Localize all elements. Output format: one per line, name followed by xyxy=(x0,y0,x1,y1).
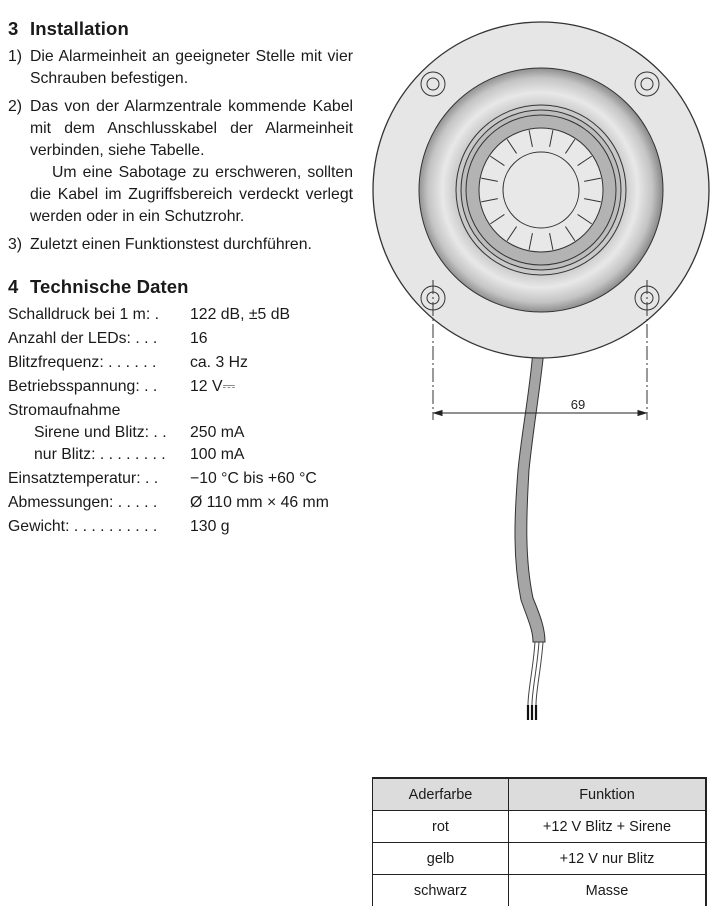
column-header: Funktion xyxy=(509,778,707,811)
wire-color: rot xyxy=(373,811,509,843)
spec-value: 122 dB, ±5 dB xyxy=(190,306,291,323)
step-number: 2) xyxy=(8,98,23,115)
spec-row xyxy=(8,304,353,326)
spec-key: Gewicht: . . . . . . . . . . xyxy=(8,518,158,535)
spec-value: ca. 3 Hz xyxy=(190,354,248,371)
spec-key: nur Blitz: . . . . . . . . xyxy=(34,446,166,463)
text-column xyxy=(8,16,353,540)
spec-key: Betriebsspannung: . . xyxy=(8,378,158,395)
wire-tips xyxy=(528,705,536,720)
spec-key: Anzahl der LEDs: . . . xyxy=(8,330,158,347)
spec-value: 12 V⎓ xyxy=(190,378,236,395)
wire-function: Masse xyxy=(509,875,707,907)
table-row xyxy=(373,875,707,907)
spec-row xyxy=(8,422,353,444)
spec-row xyxy=(8,376,353,398)
spec-row xyxy=(8,516,353,538)
spec-value: −10 °C bis +60 °C xyxy=(190,470,317,487)
step-number: 1) xyxy=(8,48,23,65)
wire-function: +12 V nur Blitz xyxy=(509,843,707,875)
section-number: 4 xyxy=(8,276,19,297)
section-4-heading xyxy=(8,274,353,300)
dimension-line xyxy=(434,411,646,416)
installation-step xyxy=(8,46,353,90)
spec-value: 100 mA xyxy=(190,446,245,463)
spec-row xyxy=(8,468,353,490)
table-row xyxy=(373,811,707,843)
spec-group-label xyxy=(8,400,353,422)
technical-data-section xyxy=(8,274,353,538)
spec-key: Schalldruck bei 1 m: . xyxy=(8,306,160,323)
step-text: Zuletzt einen Funktionstest durchführen. xyxy=(30,236,312,253)
spec-row xyxy=(8,444,353,466)
installation-step xyxy=(8,96,353,228)
spec-value: 130 g xyxy=(190,518,230,535)
section-number: 3 xyxy=(8,18,19,39)
spec-value: Ø 110 mm × 46 mm xyxy=(190,494,329,511)
wire-function: +12 V Blitz + Sirene xyxy=(509,811,707,843)
table-row xyxy=(373,843,707,875)
wire-color: schwarz xyxy=(373,875,509,907)
step-number: 3) xyxy=(8,236,23,253)
spec-row xyxy=(8,328,353,350)
step-text: Das von der Alarmzentrale kommende Kabel mit dem Anschlusskabel der Alarmeinheit verbinden, siehe Tabelle. xyxy=(30,98,353,159)
wire-color-table xyxy=(372,777,707,906)
spec-value: 16 xyxy=(190,330,208,347)
section-3-heading xyxy=(8,16,353,42)
spec-key: Stromaufnahme xyxy=(8,402,121,419)
spec-row xyxy=(8,352,353,374)
wire-ends xyxy=(528,642,543,705)
section-title: Technische Daten xyxy=(30,276,189,297)
spec-value: 250 mA xyxy=(190,424,245,441)
spec-key: Sirene und Blitz: . . xyxy=(34,424,167,441)
spec-key: Einsatztemperatur: . . xyxy=(8,470,159,487)
siren-technical-drawing xyxy=(370,0,722,740)
wire-color: gelb xyxy=(373,843,509,875)
spec-key: Blitzfrequenz: . . . . . . xyxy=(8,354,157,371)
step-note: Um eine Sabotage zu erschweren, sollten die Kabel im Zugriffsbereich verdeckt verlegt werden oder in ein Schutzrohr. xyxy=(30,164,353,225)
column-header: Aderfarbe xyxy=(373,778,509,811)
installation-step xyxy=(8,234,353,256)
step-text: Die Alarmeinheit an geeigneter Stelle mit vier Schrauben befestigen. xyxy=(30,48,353,87)
center-lens xyxy=(503,152,579,228)
spec-key: Abmessungen: . . . . . xyxy=(8,494,158,511)
cable xyxy=(515,350,545,642)
dimension-label: 69 xyxy=(570,397,586,412)
spec-row xyxy=(8,492,353,514)
table-header-row xyxy=(373,778,707,811)
section-title: Installation xyxy=(30,18,129,39)
